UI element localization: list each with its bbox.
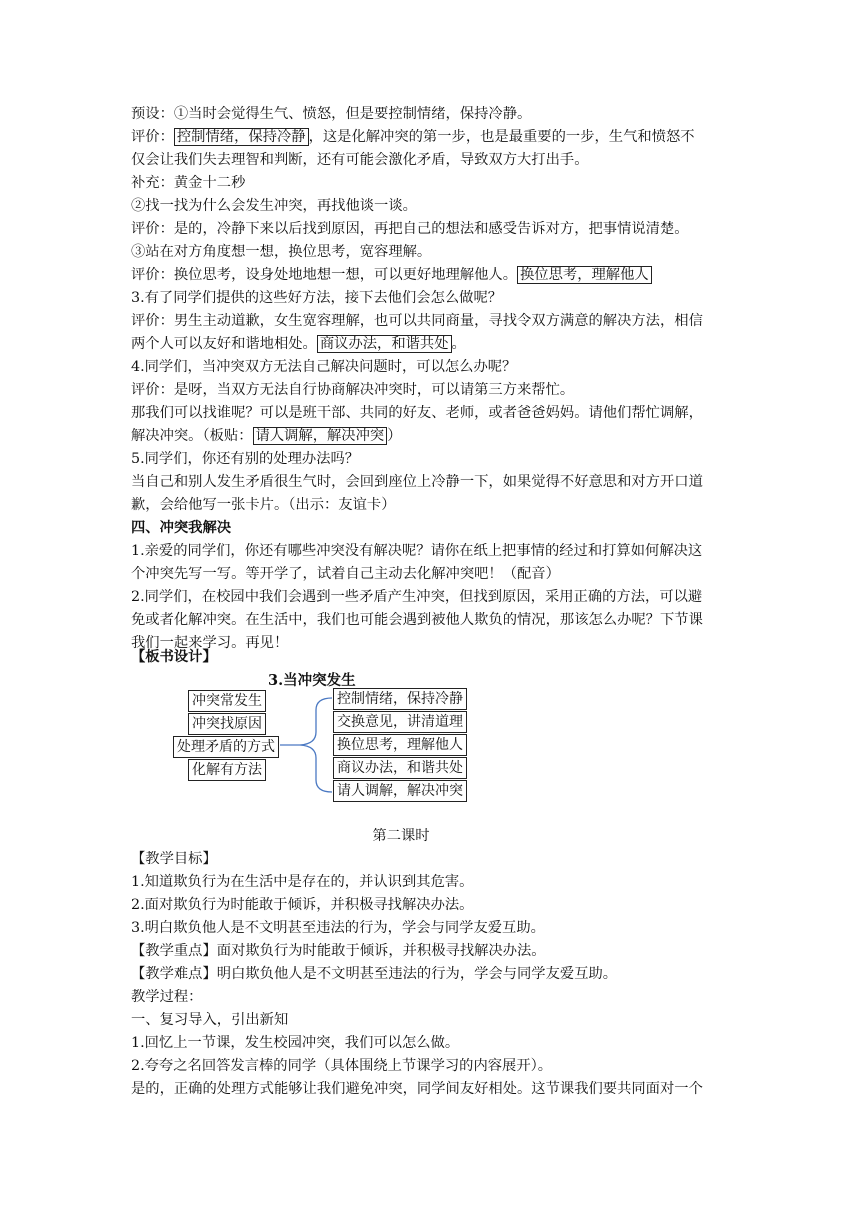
difficulty-point: 【教学难点】明白欺负他人是不文明甚至违法的行为，学会与同学友爱互助。 (131, 966, 618, 982)
boxed-phrase: 商议办法，和谐共处 (317, 335, 452, 353)
section-heading: 四、冲突我解决 (131, 520, 232, 536)
goals-heading: 【教学目标】 (131, 851, 217, 867)
step-heading: 一、复习导入，引出新知 (131, 1012, 289, 1028)
boxed-phrase: 控制情绪，保持冷静 (174, 128, 309, 146)
board-right-item: 商议办法，和谐共处 (333, 757, 467, 779)
text-line: 预设：①当时会觉得生气、愤怒，但是要控制情绪，保持冷静。 (131, 106, 532, 122)
text-line: 5.同学们，你还有别的处理办法吗？ (131, 451, 360, 467)
text-line: 当自己和别人发生矛盾很生气时，会回到座位上冷静一下，如果觉得不好意思和对方开口道 (131, 474, 703, 490)
text-line: 1.回忆上一节课，发生校园冲突，我们可以怎么做。 (131, 1035, 460, 1051)
text-line: 评价： 控制情绪，保持冷静 ，这是化解冲突的第一步，也是最重要的一步，生气和愤怒不 (131, 129, 695, 145)
text-line: 4.同学们，当冲突双方无法自己解决问题时，可以怎么办呢？ (131, 359, 517, 375)
text-line: 3.有了同学们提供的这些好方法，接下去他们会怎么做呢？ (131, 290, 503, 306)
board-right-item: 换位思考，理解他人 (333, 734, 467, 756)
goal-item: 3.明白欺负他人是不文明甚至违法的行为，学会与同学友爱互助。 (131, 920, 545, 936)
text-line: 评价：是的，冷静下来以后找到原因，再把自己的想法和感受告诉对方，把事情说清楚。 (131, 221, 689, 237)
text-line: 免或者化解冲突。在生活中，我们也可能会遇到被他人欺负的情况，那该怎么办呢？下节课 (131, 612, 703, 628)
text-line: 仅会让我们失去理智和判断，还有可能会激化矛盾，导致双方大打出手。 (131, 152, 589, 168)
goal-item: 1.知道欺负行为在生活中是存在的，并认识到其危害。 (131, 874, 474, 890)
text-line: 歉，会给他写一张卡片。（出示：友谊卡） (131, 497, 396, 513)
board-left-item: 冲突常发生 (188, 690, 266, 712)
text-line: 补充：黄金十二秒 (131, 175, 246, 191)
goal-item: 2.面对欺负行为时能敢于倾诉，并积极寻找解决办法。 (131, 897, 474, 913)
boxed-phrase: 请人调解，解决冲突 (253, 427, 388, 445)
text-line: 两个人可以友好和谐地相处。 商议办法，和谐共处 。 (131, 336, 466, 352)
text-line: 评价：是呀，当双方无法自行协商解决冲突时，可以请第三方来帮忙。 (131, 382, 575, 398)
text-line: 评价：换位思考，设身处地地想一想，可以更好地理解他人。 换位思考，理解他人 (131, 264, 741, 286)
text-line: 2.同学们，在校园中我们会遇到一些矛盾产生冲突，但找到原因，采用正确的方法，可以避 (131, 589, 703, 605)
text-line: ③站在对方角度想一想，换位思考，宽容理解。 (131, 244, 432, 260)
text-line: 评价：男生主动道歉，女生宽容理解，也可以共同商量，寻找令双方满意的解决方法，相信 (131, 313, 703, 329)
text-line: ②找一找为什么会发生冲突，再找他谈一谈。 (131, 198, 417, 214)
board-right-item: 交换意见，讲清道理 (333, 711, 467, 733)
boxed-phrase: 换位思考，理解他人 (517, 266, 652, 284)
board-design-heading: 【板书设计】 (131, 649, 217, 665)
board-right-item: 控制情绪，保持冷静 (333, 688, 467, 710)
text-line: 是的，正确的处理方式能够让我们避免冲突，同学间友好相处。这节课我们要共同面对一个 (131, 1081, 703, 1097)
key-point: 【教学重点】面对欺负行为时能敢于倾诉，并积极寻找解决办法。 (131, 943, 546, 959)
text-line: 那我们可以找谁呢？可以是班干部、共同的好友、老师，或者爸爸妈妈。请他们帮忙调解， (131, 405, 703, 421)
text-line: 个冲突先写一写。等开学了，试着自己主动去化解冲突吧！（配音） (131, 566, 560, 582)
board-right-item: 请人调解，解决冲突 (333, 780, 467, 802)
text-line: 解决冲突。（板贴： 请人调解，解决冲突 ） (131, 428, 402, 444)
board-left-item: 化解有方法 (188, 759, 266, 781)
process-label: 教学过程： (131, 989, 203, 1005)
brace-connector (280, 688, 336, 803)
text-line: 2.夸夸之名回答发言棒的同学（具体围绕上节课学习的内容展开）。 (131, 1058, 553, 1074)
lesson-heading: 第二课时 (372, 828, 430, 844)
board-title: 3.当冲突发生 (268, 672, 356, 689)
text-line: 1.亲爱的同学们，你还有哪些冲突没有解决呢？请你在纸上把事情的经过和打算如何解决这 (131, 543, 703, 559)
text-line: 我们一起来学习。再见！ (131, 635, 289, 651)
board-left-item: 处理矛盾的方式 (173, 736, 279, 758)
board-left-item: 冲突找原因 (188, 713, 266, 735)
